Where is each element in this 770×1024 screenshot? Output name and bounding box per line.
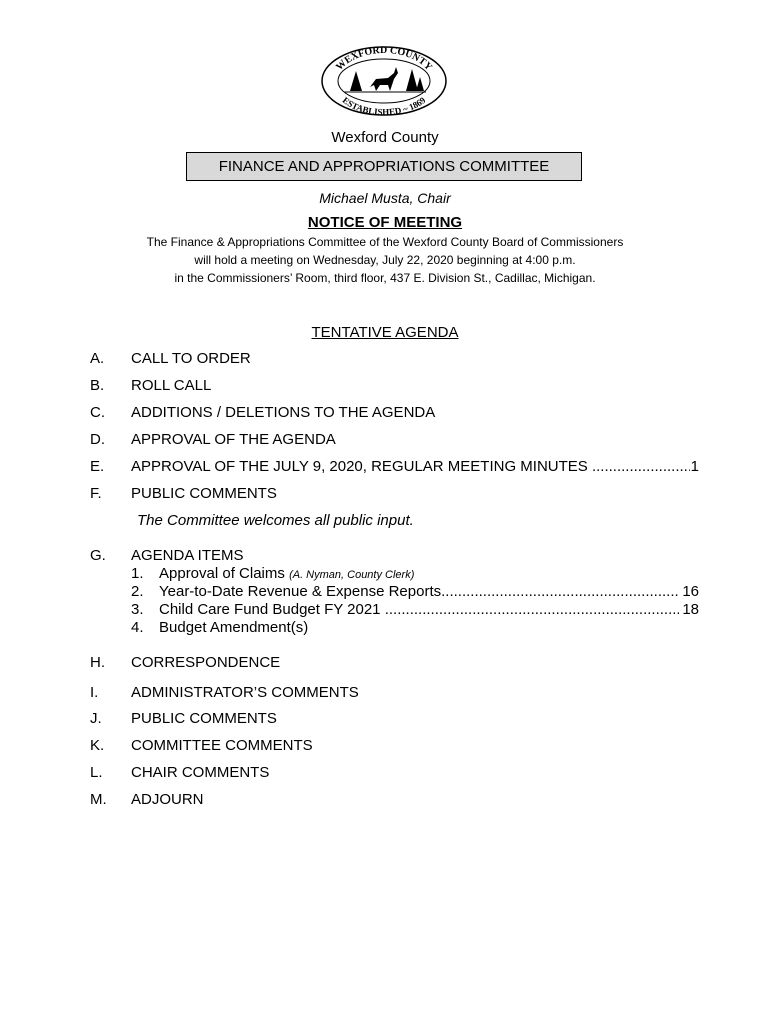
seal-bottom-text: ESTABLISHED ~ 1869: [340, 95, 428, 117]
wexford-county-seal: [320, 45, 448, 117]
public-input-note: The Committee welcomes all public input.: [137, 512, 414, 529]
agenda-text: AGENDA ITEMS: [131, 547, 244, 564]
notice-title: NOTICE OF MEETING: [307, 214, 463, 231]
agenda-text: APPROVAL OF THE JULY 9, 2020, REGULAR MEETING MINUTES: [131, 458, 592, 475]
dot-leader: [385, 601, 679, 618]
sub-item-text: Year-to-Date Revenue & Expense Reports: [159, 583, 442, 600]
agenda-letter: L.: [90, 764, 103, 781]
agenda-item-b: [0, 377, 770, 397]
dot-leader: [441, 583, 679, 600]
sub-item-number: 4.: [131, 619, 144, 636]
agenda-letter: I.: [90, 684, 99, 701]
agenda-item-i: [0, 684, 770, 704]
agenda-text: PUBLIC COMMENTS: [131, 710, 277, 727]
agenda-letter: D.: [90, 431, 105, 448]
agenda-item-g: [0, 547, 770, 567]
agenda-title: TENTATIVE AGENDA: [311, 324, 459, 341]
sub-item-label: [159, 619, 679, 636]
agenda-letter: G.: [90, 547, 106, 564]
notice-line-3: in the Commissioners’ Room, third floor, 437 E. Division St., Cadillac, Michigan.: [174, 271, 596, 285]
sub-item-number: 1.: [131, 565, 144, 582]
agenda-item-e-row: [131, 458, 699, 478]
agenda-letter: A.: [90, 350, 105, 367]
agenda-text: ADMINISTRATOR’S COMMENTS: [131, 684, 359, 701]
agenda-text: CALL TO ORDER: [131, 350, 251, 367]
sub-item-number: 2.: [131, 583, 144, 600]
agenda-text: CHAIR COMMENTS: [131, 764, 270, 781]
sub-item-label: [159, 565, 679, 582]
agenda-item-j: [0, 710, 770, 730]
agenda-item-m: [0, 791, 770, 811]
agenda-letter: K.: [90, 737, 105, 754]
agenda-item-k: [0, 737, 770, 757]
agenda-text: COMMITTEE COMMENTS: [131, 737, 313, 754]
page-number: 18: [682, 601, 699, 618]
agenda-letter: B.: [90, 377, 105, 394]
agenda-letter: J.: [90, 710, 102, 727]
agenda-item-e-label: [131, 458, 690, 475]
seal-top-text: WEXFORD COUNTY: [334, 45, 435, 73]
page-number: 16: [682, 583, 699, 600]
sub-item-number: 3.: [131, 601, 144, 618]
notice-line-2: will hold a meeting on Wednesday, July 22, 2020 beginning at 4:00 p.m.: [194, 253, 576, 267]
committee-title-box: FINANCE AND APPROPRIATIONS COMMITTEE: [186, 152, 582, 181]
sub-item-label: [159, 583, 679, 600]
agenda-text: ADJOURN: [131, 791, 204, 808]
agenda-text: APPROVAL OF THE AGENDA: [131, 431, 336, 448]
sub-item-text: Child Care Fund Budget FY 2021: [159, 601, 385, 618]
agenda-letter: E.: [90, 458, 105, 475]
agenda-letter: F.: [90, 485, 102, 502]
agenda-text: PUBLIC COMMENTS: [131, 485, 277, 502]
agenda-text: ADDITIONS / DELETIONS TO THE AGENDA: [131, 404, 436, 421]
agenda-item-d: [0, 431, 770, 451]
agenda-text: ROLL CALL: [131, 377, 212, 394]
agenda-text: CORRESPONDENCE: [131, 654, 281, 671]
agenda-letter: C.: [90, 404, 105, 421]
sub-item-4: [131, 619, 699, 637]
page-number: 1: [690, 458, 699, 475]
dot-leader: [592, 458, 690, 475]
sub-item-1: [131, 565, 699, 583]
notice-line-1: The Finance & Appropriations Committee of the Wexford County Board of Commissioners: [146, 235, 624, 249]
svg-text:ESTABLISHED ~ 1869: [341, 95, 428, 117]
sub-item-text: Budget Amendment(s): [159, 619, 309, 636]
notice-body: [0, 233, 770, 287]
agenda-item-f: [0, 485, 770, 505]
agenda-letter: H.: [90, 654, 105, 671]
sub-item-note: (A. Nyman, County Clerk): [289, 569, 415, 581]
agenda-item-l: [0, 764, 770, 784]
sub-item-2: [131, 583, 699, 601]
sub-item-text: Approval of Claims: [159, 565, 290, 582]
agenda-item-h: [0, 654, 770, 674]
committee-chair: Michael Musta, Chair: [319, 190, 451, 206]
sub-item-label: [159, 601, 679, 618]
sub-item-3: [131, 601, 699, 619]
agenda-letter: M.: [90, 791, 107, 808]
county-name: Wexford County: [331, 129, 439, 146]
agenda-item-a: [0, 350, 770, 370]
agenda-item-c: [0, 404, 770, 424]
